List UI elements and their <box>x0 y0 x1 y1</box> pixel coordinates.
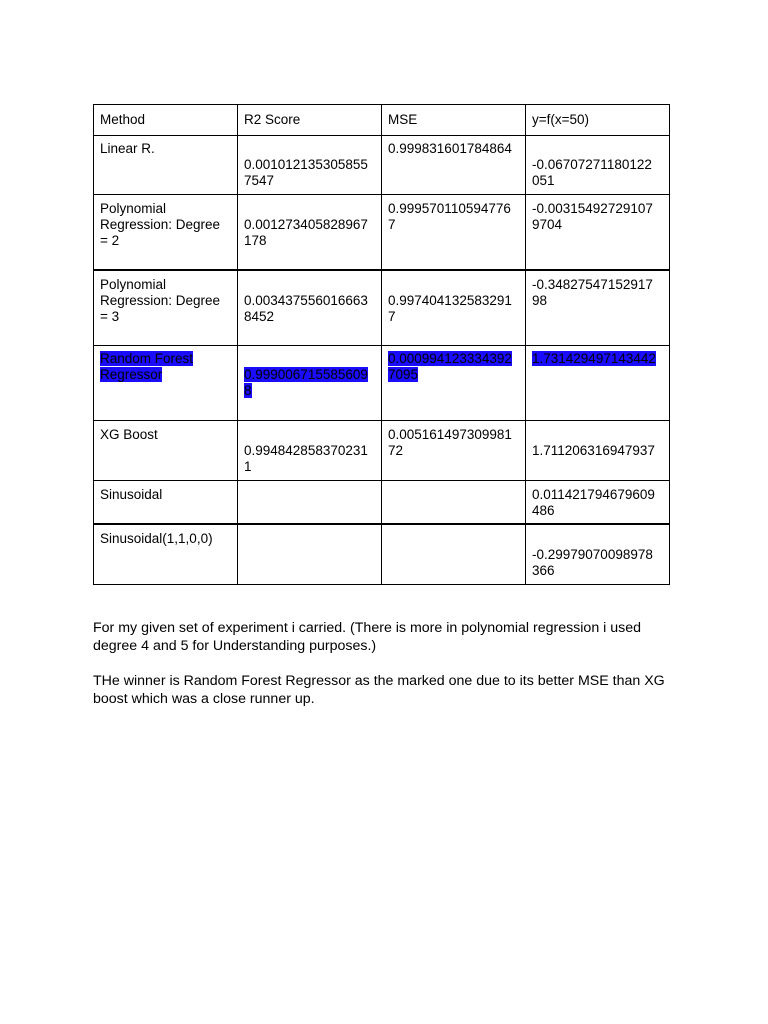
method-cell: Polynomial Regression: Degree = 2 <box>94 195 238 270</box>
mse-cell <box>382 481 526 524</box>
table-row <box>94 421 670 481</box>
notes-paragraph: THe winner is Random Forest Regressor as the marked one due to its better MSE than XG boost which was a close runner up. <box>93 673 665 707</box>
results-table <box>93 104 670 585</box>
r2-cell: 0.001273405828967 178 <box>238 195 382 270</box>
method-cell: Sinusoidal(1,1,0,0) <box>94 524 238 585</box>
table-header-row <box>94 105 670 136</box>
r2-cell <box>238 481 382 524</box>
mse-cell: 0.997404132583291 7 <box>382 270 526 346</box>
mse-cell <box>382 524 526 585</box>
table-row <box>94 524 670 585</box>
method-cell <box>94 346 238 421</box>
r2-cell <box>238 524 382 585</box>
mse-cell <box>382 346 526 421</box>
mse-cell: 0.999570110594776 7 <box>382 195 526 270</box>
r2-cell: 0.994842858370231 1 <box>238 421 382 481</box>
r2-cell: 0.003437556016663 8452 <box>238 270 382 346</box>
highlighted-text: 0.999006715585609 8 <box>244 367 368 398</box>
notes <box>93 619 678 725</box>
highlighted-text: 1.731429497143442 <box>532 351 656 366</box>
mse-cell: 0.999831601784864 <box>382 136 526 195</box>
notes-paragraph: For my given set of experiment i carried. (There is more in polynomial regression i used degree 4 and 5 for Understanding purposes.) <box>93 620 642 654</box>
header-y-at-50: y=f(x=50) <box>526 105 670 136</box>
header-mse: MSE <box>382 105 526 136</box>
table-row <box>94 270 670 346</box>
table-row <box>94 481 670 524</box>
y50-cell: -0.06707271180122 051 <box>526 136 670 195</box>
highlighted-text: 0.000994123334392 7095 <box>388 351 512 382</box>
y50-cell: 0.011421794679609 486 <box>526 481 670 524</box>
table-row <box>94 346 670 421</box>
y50-cell: -0.29979070098978 366 <box>526 524 670 585</box>
y50-cell: -0.34827547152917 98 <box>526 270 670 346</box>
table-row <box>94 195 670 270</box>
highlighted-text: Random Forest Regressor <box>100 351 194 382</box>
mse-cell: 0.005161497309981 72 <box>382 421 526 481</box>
method-cell: Polynomial Regression: Degree = 3 <box>94 270 238 346</box>
table-row <box>94 136 670 195</box>
header-method: Method <box>94 105 238 136</box>
r2-cell: 0.001012135305855 7547 <box>238 136 382 195</box>
method-cell: Sinusoidal <box>94 481 238 524</box>
y50-cell: -0.00315492729107 9704 <box>526 195 670 270</box>
header-r2-score: R2 Score <box>238 105 382 136</box>
r2-cell <box>238 346 382 421</box>
y50-cell: 1.711206316947937 <box>526 421 670 481</box>
method-cell: XG Boost <box>94 421 238 481</box>
y50-cell <box>526 346 670 421</box>
method-cell: Linear R. <box>94 136 238 195</box>
